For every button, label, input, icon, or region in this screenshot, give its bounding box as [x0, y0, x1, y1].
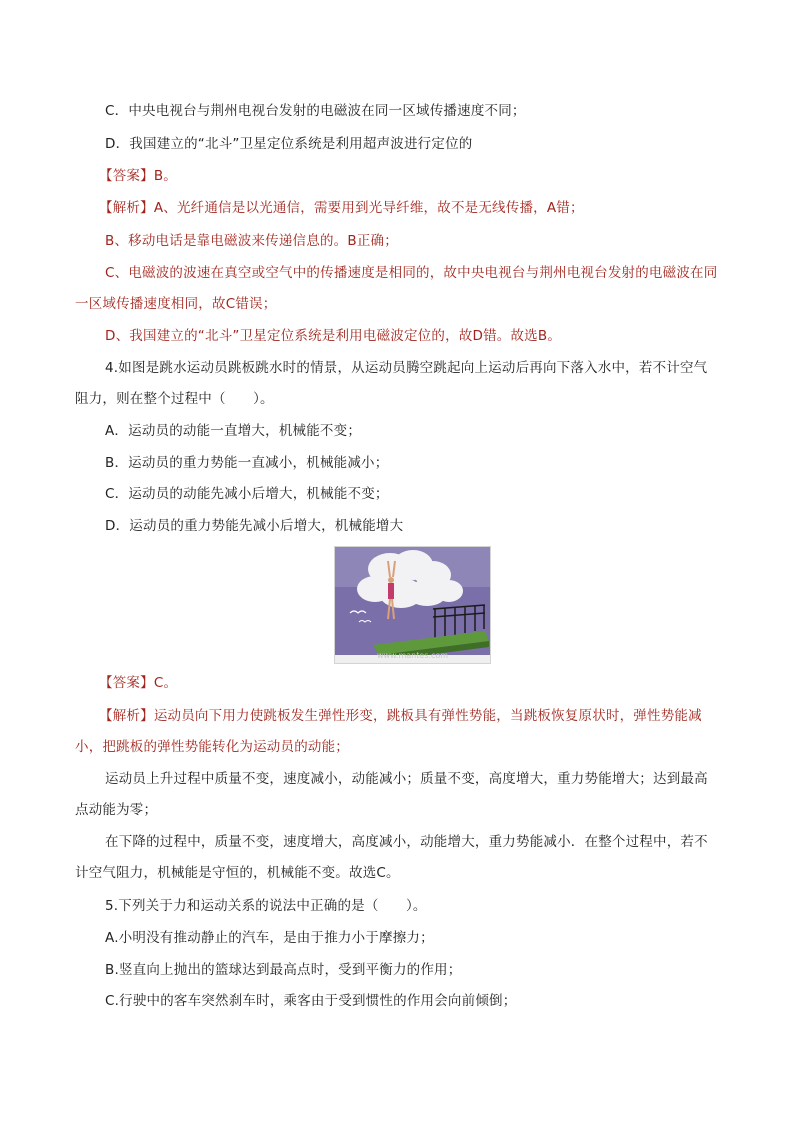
analysis-text: 运动员向下用力使跳板发生弹性形变，跳板具有弹性势能，当跳板恢复原状时，弹性势能减: [153, 708, 702, 724]
analysis-text: A、光纤通信是以光通信，需要用到光导纤维，故不是无线传播，A错；: [153, 200, 584, 216]
analysis-q3-line-5: D、我国建立的“北斗”卫星定位系统是利用电磁波定位的，故D错。故选B。: [105, 328, 562, 344]
option-b-q4: B．运动员的重力势能一直减小，机械能减小；: [105, 455, 389, 471]
analysis-tag: 【解析】: [99, 708, 154, 724]
option-a-q5: A.小明没有推动静止的汽车，是由于推力小于摩擦力；: [105, 930, 434, 946]
option-b-q5: B.竖直向上抛出的篮球达到最高点时，受到平衡力的作用；: [105, 962, 462, 978]
answer-q4: [99, 673, 177, 693]
answer-q3: [99, 166, 177, 186]
analysis-q3-line-1: [99, 198, 584, 218]
question-4-stem-1: 4.如图是跳水运动员跳板跳水时的情景，从运动员腾空跳起向上运动后再向下落入水中，若不计空气: [105, 360, 708, 376]
answer-value: C。: [153, 675, 178, 691]
analysis-q4-line-5: 在下降的过程中，质量不变，速度增大，高度减小，动能增大，重力势能减小．在整个过程中，若不: [105, 834, 708, 850]
answer-value: B。: [153, 168, 177, 184]
answer-tag: 【答案】: [99, 675, 154, 691]
analysis-tag: 【解析】: [99, 200, 154, 216]
option-a-q4: A．运动员的动能一直增大，机械能不变；: [105, 423, 362, 439]
analysis-q4-line-2: 小，把跳板的弹性势能转化为运动员的动能；: [75, 739, 349, 755]
option-d-q3: D．我国建立的“北斗”卫星定位系统是利用超声波进行定位的: [105, 136, 473, 152]
question-5-stem: 5.下列关于力和运动关系的说法中正确的是（ ）。: [105, 898, 427, 914]
analysis-q4-text-3: 运动员上升过程中质量不变，速度减小，动能减小；质量不变，高度增大，重力势能增大；达到最高: [105, 771, 708, 787]
analysis-q4-line-6: 计空气阻力，机械能是守恒的，机械能不变。故选C。: [75, 865, 400, 881]
analysis-q3-line-2: B、移动电话是靠电磁波来传递信息的。B正确；: [105, 233, 398, 249]
answer-tag: 【答案】: [99, 168, 154, 184]
question-4-stem-2: 阻力，则在整个过程中（ ）。: [75, 391, 274, 407]
option-c-q4: C．运动员的动能先减小后增大，机械能不变；: [105, 486, 389, 502]
analysis-q3-line-3: C、电磁波的波速在真空或空气中的传播速度是相同的，故中央电视台与荆州电视台发射的电磁波在同: [105, 265, 718, 281]
image-watermark: www.mantes.com: [377, 651, 449, 660]
analysis-q4-line-4: 点动能为零；: [75, 802, 158, 818]
analysis-q4-line-1: [99, 706, 702, 726]
option-d-q4: D．运动员的重力势能先减小后增大，机械能增大: [105, 518, 404, 534]
option-c-q3: C．中央电视台与荆州电视台发射的电磁波在同一区域传播速度不同；: [105, 103, 526, 119]
diving-illustration: [334, 546, 491, 664]
option-c-q5: C.行驶中的客车突然刹车时，乘客由于受到惯性的作用会向前倾倒；: [105, 993, 517, 1009]
analysis-q4-line-3: [105, 769, 708, 789]
analysis-q3-line-4: 一区域传播速度相同，故C错误；: [75, 296, 277, 312]
diving-scene-image: [335, 547, 490, 663]
